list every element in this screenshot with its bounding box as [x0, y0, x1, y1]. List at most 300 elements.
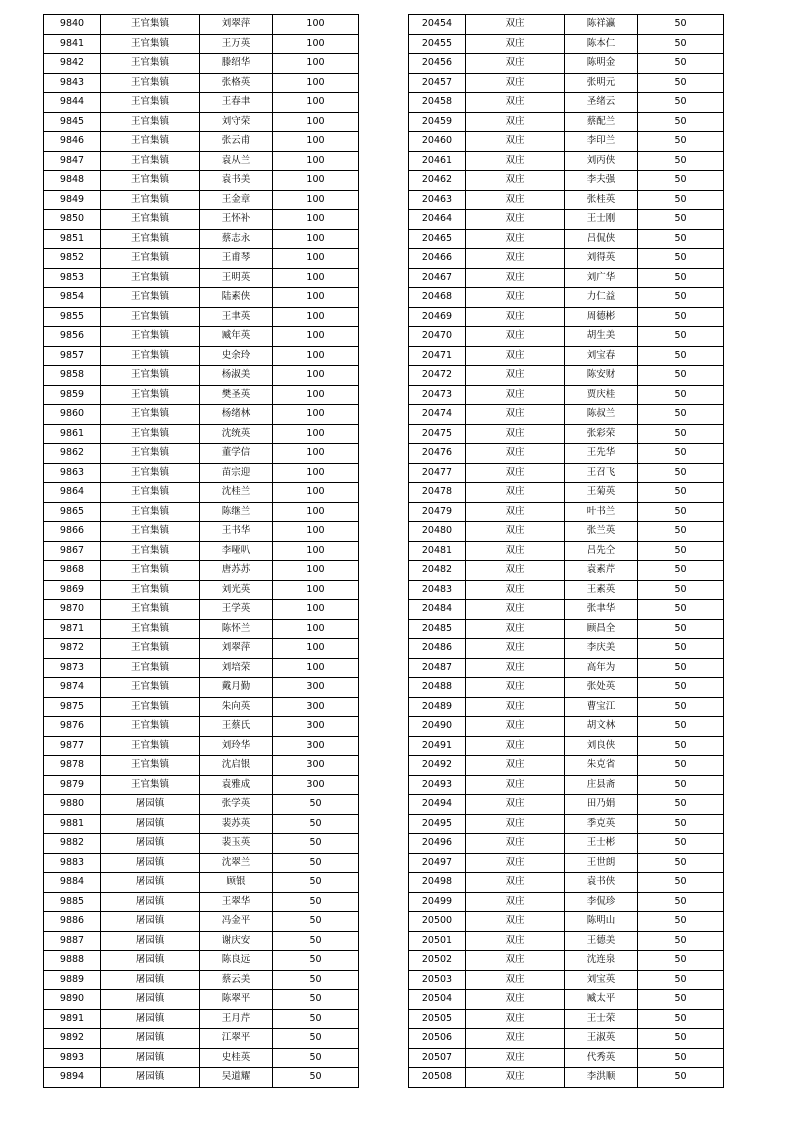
amount-cell: 100: [273, 15, 359, 35]
town-cell: 双庄: [466, 424, 565, 444]
amount-cell: 100: [273, 34, 359, 54]
serial-number-cell: 20467: [409, 268, 466, 288]
serial-number-cell: 20505: [409, 1009, 466, 1029]
name-cell: 贾庆桂: [565, 385, 638, 405]
serial-number-cell: 9881: [44, 814, 101, 834]
name-cell: 袁书侠: [565, 873, 638, 893]
serial-number-cell: 20472: [409, 366, 466, 386]
town-cell: 双庄: [466, 210, 565, 230]
table-row: [44, 658, 359, 678]
serial-number-cell: 9846: [44, 132, 101, 152]
amount-cell: 100: [273, 561, 359, 581]
name-cell: 沈翠兰: [200, 853, 273, 873]
table-row: [409, 619, 724, 639]
name-cell: 江翠平: [200, 1029, 273, 1049]
name-cell: 代秀英: [565, 1048, 638, 1068]
table-row: [44, 346, 359, 366]
town-cell: 屠园镇: [101, 1048, 200, 1068]
name-cell: 陈安财: [565, 366, 638, 386]
name-cell: 刘守荣: [200, 112, 273, 132]
town-cell: 双庄: [466, 775, 565, 795]
amount-cell: 50: [638, 229, 724, 249]
table-row: [44, 970, 359, 990]
amount-cell: 100: [273, 268, 359, 288]
serial-number-cell: 20475: [409, 424, 466, 444]
amount-cell: 50: [638, 1068, 724, 1088]
name-cell: 沈桂兰: [200, 483, 273, 503]
serial-number-cell: 9853: [44, 268, 101, 288]
serial-number-cell: 9864: [44, 483, 101, 503]
name-cell: 王召飞: [565, 463, 638, 483]
serial-number-cell: 20485: [409, 619, 466, 639]
table-row: [44, 190, 359, 210]
amount-cell: 50: [638, 814, 724, 834]
town-cell: 王官集镇: [101, 54, 200, 74]
name-cell: 吴道耀: [200, 1068, 273, 1088]
serial-number-cell: 20478: [409, 483, 466, 503]
town-cell: 双庄: [466, 951, 565, 971]
name-cell: 季克英: [565, 814, 638, 834]
name-cell: 冯金平: [200, 912, 273, 932]
town-cell: 王官集镇: [101, 190, 200, 210]
table-row: [409, 658, 724, 678]
amount-cell: 300: [273, 717, 359, 737]
serial-number-cell: 9841: [44, 34, 101, 54]
table-row: [409, 424, 724, 444]
town-cell: 双庄: [466, 814, 565, 834]
name-cell: 蔡志永: [200, 229, 273, 249]
table-row: [409, 93, 724, 113]
town-cell: 双庄: [466, 658, 565, 678]
serial-number-cell: 20454: [409, 15, 466, 35]
amount-cell: 100: [273, 229, 359, 249]
amount-cell: 50: [273, 1048, 359, 1068]
town-cell: 屠园镇: [101, 873, 200, 893]
name-cell: 刘翠萍: [200, 639, 273, 659]
table-row: [409, 190, 724, 210]
serial-number-cell: 9894: [44, 1068, 101, 1088]
town-cell: 双庄: [466, 463, 565, 483]
town-cell: 双庄: [466, 873, 565, 893]
town-cell: 屠园镇: [101, 795, 200, 815]
serial-number-cell: 20466: [409, 249, 466, 269]
name-cell: 王月芹: [200, 1009, 273, 1029]
serial-number-cell: 9840: [44, 15, 101, 35]
amount-cell: 100: [273, 112, 359, 132]
name-cell: 刘翠萍: [200, 15, 273, 35]
name-cell: 王先华: [565, 444, 638, 464]
serial-number-cell: 9877: [44, 736, 101, 756]
serial-number-cell: 20462: [409, 171, 466, 191]
serial-number-cell: 9875: [44, 697, 101, 717]
name-cell: 田乃娟: [565, 795, 638, 815]
name-cell: 王士荣: [565, 1009, 638, 1029]
table-row: [44, 639, 359, 659]
serial-number-cell: 9849: [44, 190, 101, 210]
amount-cell: 50: [638, 112, 724, 132]
table-row: [409, 678, 724, 698]
table-row: [409, 697, 724, 717]
serial-number-cell: 9863: [44, 463, 101, 483]
town-cell: 双庄: [466, 931, 565, 951]
town-cell: 王官集镇: [101, 600, 200, 620]
serial-number-cell: 20496: [409, 834, 466, 854]
name-cell: 陈明山: [565, 912, 638, 932]
serial-number-cell: 9887: [44, 931, 101, 951]
serial-number-cell: 9856: [44, 327, 101, 347]
serial-number-cell: 9847: [44, 151, 101, 171]
serial-number-cell: 20460: [409, 132, 466, 152]
town-cell: 双庄: [466, 678, 565, 698]
serial-number-cell: 20486: [409, 639, 466, 659]
amount-cell: 50: [638, 34, 724, 54]
amount-cell: 50: [273, 990, 359, 1010]
table-row: [409, 892, 724, 912]
table-row: [409, 288, 724, 308]
town-cell: 双庄: [466, 171, 565, 191]
town-cell: 双庄: [466, 132, 565, 152]
name-cell: 刘光英: [200, 580, 273, 600]
table-row: [44, 366, 359, 386]
amount-cell: 50: [638, 190, 724, 210]
table-row: [44, 405, 359, 425]
town-cell: 双庄: [466, 112, 565, 132]
table-row: [409, 561, 724, 581]
town-cell: 王官集镇: [101, 444, 200, 464]
amount-cell: 100: [273, 288, 359, 308]
amount-cell: 50: [638, 756, 724, 776]
name-cell: 陈本仁: [565, 34, 638, 54]
amount-cell: 300: [273, 736, 359, 756]
serial-number-cell: 9891: [44, 1009, 101, 1029]
amount-cell: 50: [638, 346, 724, 366]
town-cell: 屠园镇: [101, 931, 200, 951]
town-cell: 王官集镇: [101, 93, 200, 113]
town-cell: 双庄: [466, 756, 565, 776]
amount-cell: 50: [638, 424, 724, 444]
amount-cell: 100: [273, 385, 359, 405]
name-cell: 杨淑美: [200, 366, 273, 386]
town-cell: 王官集镇: [101, 580, 200, 600]
serial-number-cell: 9842: [44, 54, 101, 74]
serial-number-cell: 9866: [44, 522, 101, 542]
table-row: [409, 171, 724, 191]
amount-cell: 50: [638, 444, 724, 464]
serial-number-cell: 20502: [409, 951, 466, 971]
table-row: [44, 600, 359, 620]
town-cell: 王官集镇: [101, 385, 200, 405]
serial-number-cell: 20497: [409, 853, 466, 873]
town-cell: 双庄: [466, 912, 565, 932]
table-row: [409, 1048, 724, 1068]
name-cell: 陈继兰: [200, 502, 273, 522]
table-row: [409, 834, 724, 854]
amount-cell: 100: [273, 132, 359, 152]
table-row: [44, 561, 359, 581]
amount-cell: 50: [638, 658, 724, 678]
name-cell: 樊圣英: [200, 385, 273, 405]
table-row: [409, 346, 724, 366]
table-row: [44, 1029, 359, 1049]
amount-cell: 50: [638, 853, 724, 873]
serial-number-cell: 20471: [409, 346, 466, 366]
table-row: [409, 814, 724, 834]
table-row: [44, 990, 359, 1010]
town-cell: 双庄: [466, 229, 565, 249]
table-row: [44, 288, 359, 308]
town-cell: 王官集镇: [101, 268, 200, 288]
amount-cell: 50: [273, 1009, 359, 1029]
amount-cell: 50: [638, 405, 724, 425]
name-cell: 唐苏苏: [200, 561, 273, 581]
name-cell: 臧太平: [565, 990, 638, 1010]
amount-cell: 50: [638, 892, 724, 912]
town-cell: 双庄: [466, 619, 565, 639]
table-row: [409, 132, 724, 152]
name-cell: 顾银: [200, 873, 273, 893]
serial-number-cell: 9862: [44, 444, 101, 464]
town-cell: 王官集镇: [101, 619, 200, 639]
amount-cell: 50: [273, 951, 359, 971]
name-cell: 王翠华: [200, 892, 273, 912]
serial-number-cell: 9870: [44, 600, 101, 620]
amount-cell: 50: [273, 931, 359, 951]
table-row: [44, 15, 359, 35]
serial-number-cell: 20476: [409, 444, 466, 464]
amount-cell: 300: [273, 756, 359, 776]
table-row: [409, 756, 724, 776]
town-cell: 王官集镇: [101, 112, 200, 132]
table-row: [44, 873, 359, 893]
table-row: [409, 1029, 724, 1049]
name-cell: 裴苏英: [200, 814, 273, 834]
town-cell: 双庄: [466, 892, 565, 912]
town-cell: 屠园镇: [101, 834, 200, 854]
name-cell: 张明元: [565, 73, 638, 93]
serial-number-cell: 9860: [44, 405, 101, 425]
table-row: [44, 268, 359, 288]
serial-number-cell: 20461: [409, 151, 466, 171]
name-cell: 刘丙侠: [565, 151, 638, 171]
table-row: [409, 717, 724, 737]
town-cell: 王官集镇: [101, 151, 200, 171]
town-cell: 王官集镇: [101, 73, 200, 93]
name-cell: 张聿华: [565, 600, 638, 620]
serial-number-cell: 20494: [409, 795, 466, 815]
table-row: [44, 951, 359, 971]
town-cell: 王官集镇: [101, 366, 200, 386]
table-row: [44, 424, 359, 444]
amount-cell: 50: [638, 171, 724, 191]
amount-cell: 50: [638, 93, 724, 113]
amount-cell: 100: [273, 171, 359, 191]
table-row: [409, 853, 724, 873]
name-cell: 张桂英: [565, 190, 638, 210]
name-cell: 苗宗迎: [200, 463, 273, 483]
town-cell: 双庄: [466, 483, 565, 503]
serial-number-cell: 20480: [409, 522, 466, 542]
serial-number-cell: 20464: [409, 210, 466, 230]
serial-number-cell: 20489: [409, 697, 466, 717]
amount-cell: 50: [638, 775, 724, 795]
table-row: [409, 249, 724, 269]
serial-number-cell: 20456: [409, 54, 466, 74]
table-row: [44, 112, 359, 132]
table-row: [44, 814, 359, 834]
town-cell: 屠园镇: [101, 814, 200, 834]
amount-cell: 50: [638, 307, 724, 327]
town-cell: 双庄: [466, 385, 565, 405]
table-row: [409, 912, 724, 932]
town-cell: 王官集镇: [101, 249, 200, 269]
name-cell: 杨绪林: [200, 405, 273, 425]
town-cell: 双庄: [466, 600, 565, 620]
town-cell: 王官集镇: [101, 171, 200, 191]
name-cell: 陈祥瀛: [565, 15, 638, 35]
serial-number-cell: 9871: [44, 619, 101, 639]
town-cell: 王官集镇: [101, 736, 200, 756]
town-cell: 双庄: [466, 34, 565, 54]
town-cell: 双庄: [466, 93, 565, 113]
table-row: [409, 229, 724, 249]
serial-number-cell: 9868: [44, 561, 101, 581]
table-row: [44, 697, 359, 717]
amount-cell: 50: [273, 912, 359, 932]
amount-cell: 100: [273, 210, 359, 230]
amount-cell: 50: [638, 600, 724, 620]
amount-cell: 100: [273, 424, 359, 444]
table-row: [409, 522, 724, 542]
table-row: [409, 463, 724, 483]
name-cell: 李哑叭: [200, 541, 273, 561]
serial-number-cell: 20474: [409, 405, 466, 425]
town-cell: 王官集镇: [101, 756, 200, 776]
serial-number-cell: 20481: [409, 541, 466, 561]
serial-number-cell: 20499: [409, 892, 466, 912]
town-cell: 屠园镇: [101, 892, 200, 912]
table-row: [44, 34, 359, 54]
table-row: [44, 93, 359, 113]
serial-number-cell: 9848: [44, 171, 101, 191]
serial-number-cell: 9876: [44, 717, 101, 737]
amount-cell: 50: [273, 970, 359, 990]
serial-number-cell: 20498: [409, 873, 466, 893]
serial-number-cell: 9885: [44, 892, 101, 912]
amount-cell: 50: [638, 1029, 724, 1049]
amount-cell: 50: [638, 132, 724, 152]
town-cell: 屠园镇: [101, 853, 200, 873]
name-cell: 陈明金: [565, 54, 638, 74]
serial-number-cell: 20483: [409, 580, 466, 600]
name-cell: 王蔡氏: [200, 717, 273, 737]
town-cell: 王官集镇: [101, 541, 200, 561]
amount-cell: 50: [638, 541, 724, 561]
serial-number-cell: 20465: [409, 229, 466, 249]
name-cell: 陈叔兰: [565, 405, 638, 425]
name-cell: 胡生美: [565, 327, 638, 347]
town-cell: 双庄: [466, 970, 565, 990]
name-cell: 蔡云美: [200, 970, 273, 990]
table-row: [409, 327, 724, 347]
town-cell: 双庄: [466, 990, 565, 1010]
table-row: [44, 580, 359, 600]
name-cell: 吕侃侠: [565, 229, 638, 249]
amount-cell: 100: [273, 619, 359, 639]
name-cell: 张学英: [200, 795, 273, 815]
table-row: [409, 34, 724, 54]
amount-cell: 100: [273, 327, 359, 347]
name-cell: 王淑英: [565, 1029, 638, 1049]
amount-cell: 50: [638, 366, 724, 386]
amount-cell: 100: [273, 190, 359, 210]
table-row: [409, 736, 724, 756]
name-cell: 朱克省: [565, 756, 638, 776]
town-cell: 王官集镇: [101, 327, 200, 347]
table-row: [44, 795, 359, 815]
name-cell: 曹宝江: [565, 697, 638, 717]
serial-number-cell: 9873: [44, 658, 101, 678]
amount-cell: 50: [273, 873, 359, 893]
town-cell: 王官集镇: [101, 697, 200, 717]
name-cell: 沈启银: [200, 756, 273, 776]
serial-number-cell: 9884: [44, 873, 101, 893]
town-cell: 双庄: [466, 580, 565, 600]
name-cell: 刘良侠: [565, 736, 638, 756]
town-cell: 王官集镇: [101, 424, 200, 444]
serial-number-cell: 20490: [409, 717, 466, 737]
amount-cell: 300: [273, 678, 359, 698]
amount-cell: 50: [638, 561, 724, 581]
amount-cell: 50: [638, 912, 724, 932]
name-cell: 吕先仝: [565, 541, 638, 561]
left-roster-body: [44, 15, 359, 1088]
serial-number-cell: 20482: [409, 561, 466, 581]
table-row: [409, 931, 724, 951]
town-cell: 双庄: [466, 639, 565, 659]
name-cell: 张彩荣: [565, 424, 638, 444]
table-row: [44, 834, 359, 854]
amount-cell: 50: [273, 892, 359, 912]
serial-number-cell: 9858: [44, 366, 101, 386]
table-row: [44, 151, 359, 171]
serial-number-cell: 20501: [409, 931, 466, 951]
name-cell: 沈连泉: [565, 951, 638, 971]
table-row: [409, 775, 724, 795]
table-row: [409, 541, 724, 561]
amount-cell: 50: [638, 73, 724, 93]
amount-cell: 50: [638, 795, 724, 815]
town-cell: 双庄: [466, 522, 565, 542]
amount-cell: 50: [638, 639, 724, 659]
town-cell: 双庄: [466, 1048, 565, 1068]
name-cell: 王德美: [565, 931, 638, 951]
right-roster-table: [408, 14, 724, 1088]
serial-number-cell: 9857: [44, 346, 101, 366]
serial-number-cell: 20458: [409, 93, 466, 113]
table-row: [44, 541, 359, 561]
name-cell: 李印兰: [565, 132, 638, 152]
town-cell: 王官集镇: [101, 717, 200, 737]
table-row: [44, 756, 359, 776]
table-row: [44, 54, 359, 74]
town-cell: 双庄: [466, 73, 565, 93]
table-row: [409, 54, 724, 74]
serial-number-cell: 9882: [44, 834, 101, 854]
table-row: [44, 385, 359, 405]
table-row: [44, 132, 359, 152]
serial-number-cell: 9879: [44, 775, 101, 795]
table-row: [409, 15, 724, 35]
